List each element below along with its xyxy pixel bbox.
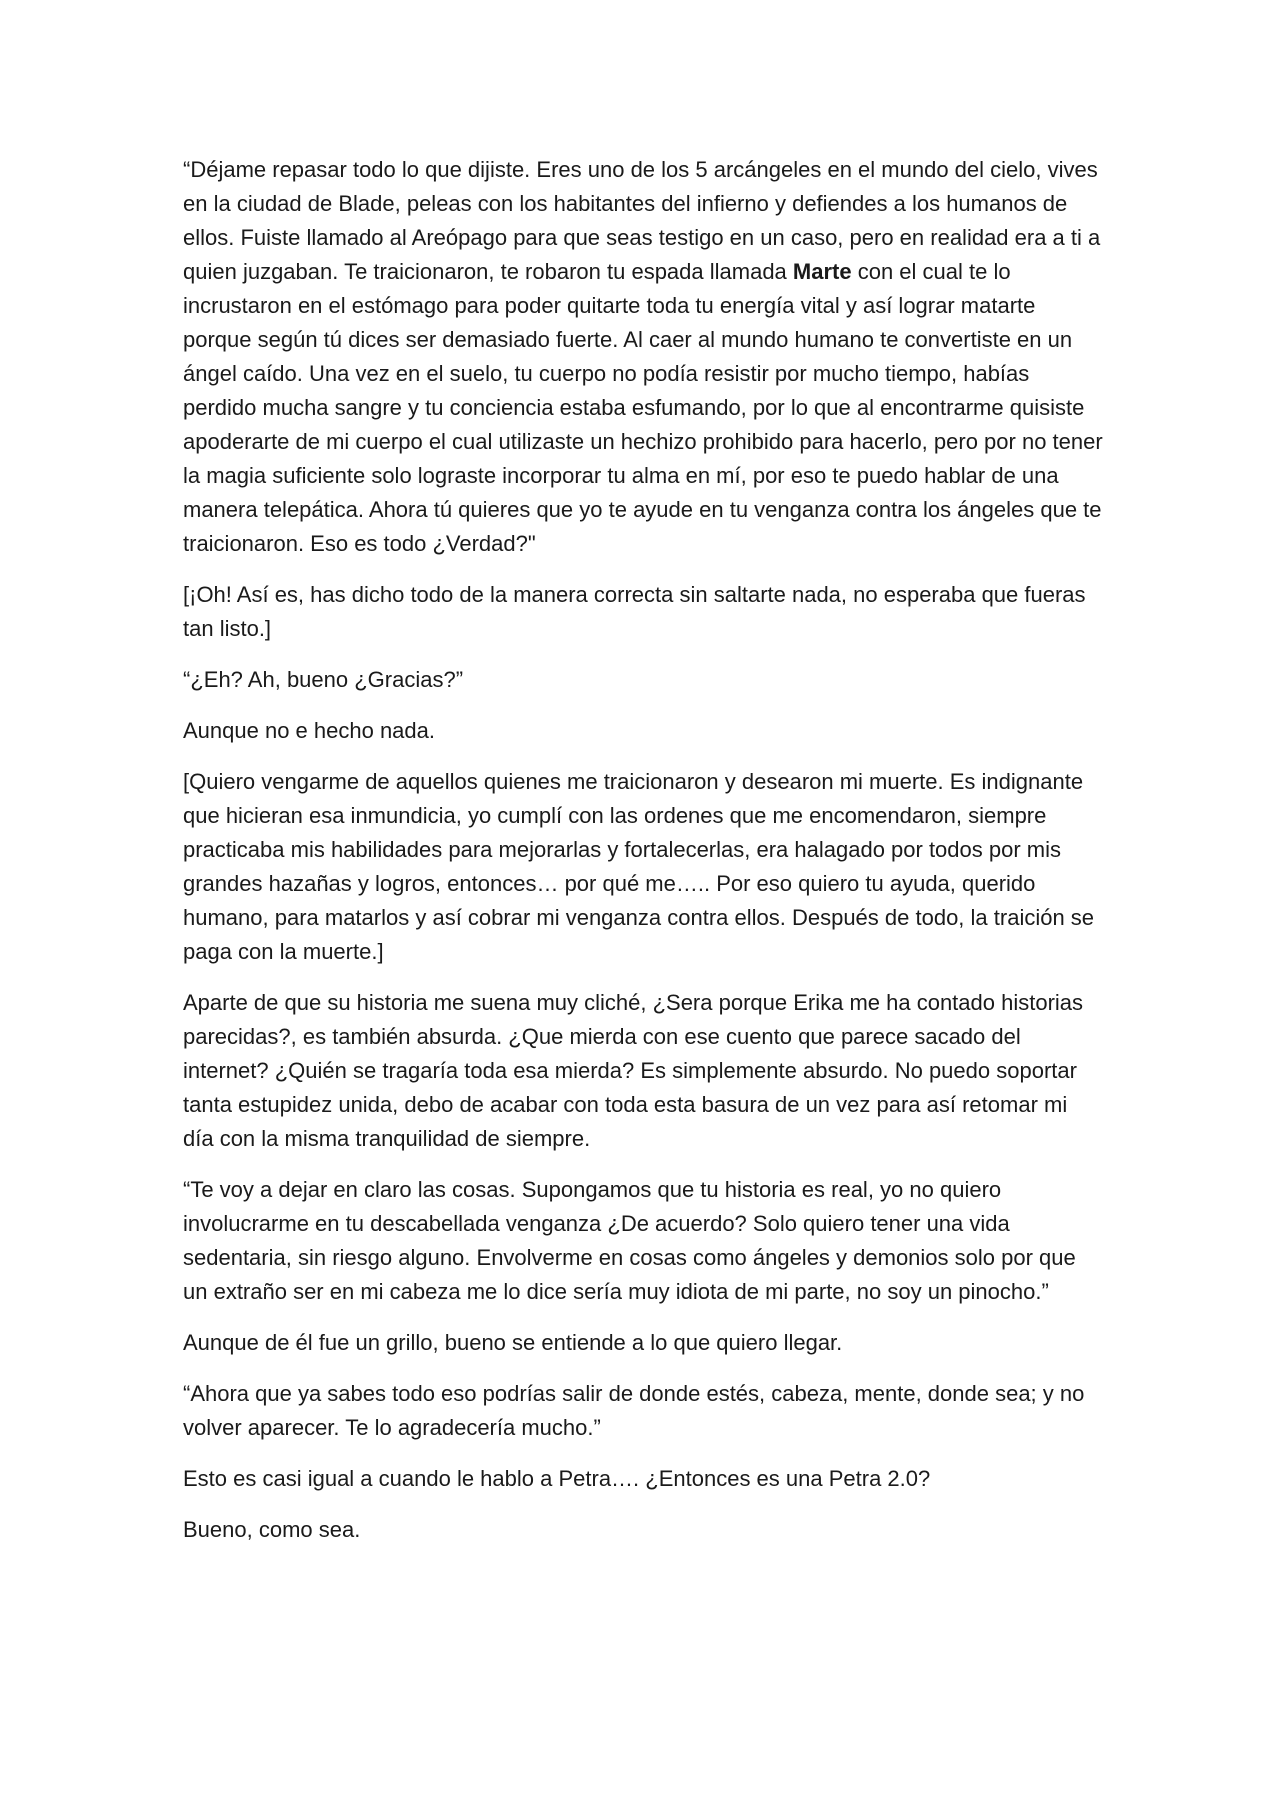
- paragraph-angel-reply: [¡Oh! Así es, has dicho todo de la manera correcta sin saltarte nada, no esperaba que fueras tan listo.]: [183, 582, 1086, 641]
- paragraph-leave: “Ahora que ya sabes todo eso podrías salir de donde estés, cabeza, mente, donde sea; y no volver aparecer. Te lo agradecería mucho.”: [183, 1381, 1085, 1440]
- paragraph-recap-end: con el cual te lo incrustaron en el estómago para poder quitarte toda tu energía vital y así lograr matarte porque según tú dices ser demasiado fuerte. Al caer al mundo humano te convertiste en un ángel caído. Una vez en el suelo, tu cuerpo no podía resistir por mucho tiempo, habías perdido mucha sangre y tu conciencia estaba esfumando, por lo que al encontrarme quisiste apoderarte de mi cuerpo el cual utilizaste un hechizo prohibido para hacerlo, pero por no tener la magia suficiente solo lograste incorporar tu alma en mí, por eso te puedo hablar de una manera telepática. Ahora tú quieres que yo te ayude en tu venganza contra los ángeles que te traicionaron. Eso es todo ¿Verdad?": [183, 259, 1103, 556]
- paragraph-thanks: “¿Eh? Ah, bueno ¿Gracias?”: [183, 667, 464, 692]
- sword-name: Marte: [792, 259, 852, 284]
- paragraph-petra: Esto es casi igual a cuando le hablo a Petra…. ¿Entonces es una Petra 2.0?: [183, 1466, 931, 1491]
- paragraph-revenge: [Quiero vengarme de aquellos quienes me traicionaron y desearon mi muerte. Es indignante que hicieran esa inmundicia, yo cumplí con las ordenes que me encomendaron, siempre practicaba mis habilidades para mejorarlas y fortalecerlas, era halagado por todos por mis grandes hazañas y logros, entonces… por qué me….. Por eso quiero tu ayuda, querido humano, para matarlos y así cobrar mi venganza contra ellos. Después de todo, la traición se paga con la muerte.]: [183, 769, 1095, 964]
- paragraph-aside: Aunque no e hecho nada.: [183, 718, 436, 743]
- paragraph-refusal: “Te voy a dejar en claro las cosas. Supongamos que tu historia es real, yo no quiero involucrarme en tu descabellada venganza ¿De acuerdo? Solo quiero tener una vida sedentaria, sin riesgo alguno. Envolverme en cosas como ángeles y demonios solo por que un extraño ser en mi cabeza me lo dice sería muy idiota de mi parte, no soy un pinocho.”: [183, 1177, 1076, 1304]
- paragraph-cricket: Aunque de él fue un grillo, bueno se entiende a lo que quiero llegar.: [183, 1330, 843, 1355]
- paragraph-recap: [183, 153, 1103, 561]
- paragraph-closing: Bueno, como sea.: [183, 1517, 361, 1542]
- paragraph-recap-start: “Déjame repasar todo lo que dijiste. Eres uno de los 5 arcángeles en el mundo del cielo, vives en la ciudad de Blade, peleas con los habitantes del infierno y defiendes a los humanos de ellos. Fuiste llamado al Areópago para que seas testigo en un caso, pero en realidad era a ti a quien juzgaban. Te traicionaron, te robaron tu espada llamada: [183, 157, 1101, 284]
- document-body: [183, 153, 1103, 1564]
- paragraph-cliche: Aparte de que su historia me suena muy cliché, ¿Sera porque Erika me ha contado historias parecidas?, es también absurda. ¿Que mierda con ese cuento que parece sacado del internet? ¿Quién se tragaría toda esa mierda? Es simplemente absurdo. No puedo soportar tanta estupidez unida, debo de acabar con toda esta basura de un vez para así retomar mi día con la misma tranquilidad de siempre.: [183, 990, 1084, 1151]
